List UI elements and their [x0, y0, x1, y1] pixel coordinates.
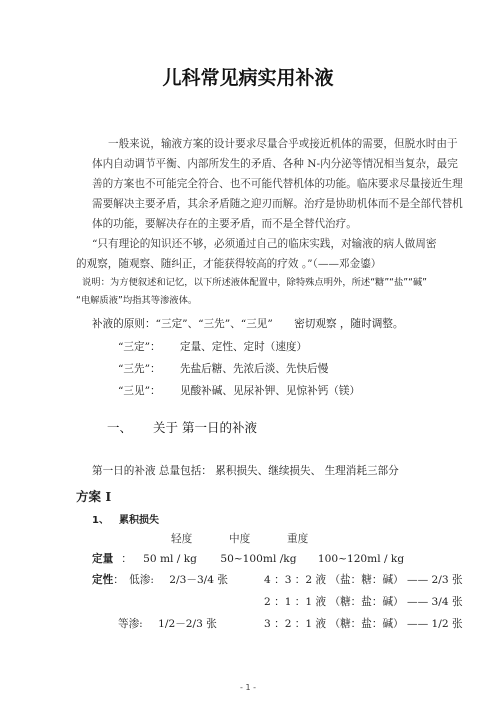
nature-recipe: 4 ：3 ：2 液 （盐：糖：碱） —— 2/3 张	[264, 574, 463, 586]
document-title: 儿科常见病实用补液	[162, 67, 334, 89]
principle-item	[118, 361, 328, 376]
principle-item-key: “三见”：	[118, 385, 161, 397]
principle-item-value: 先盐后糖、先浓后淡、先快后慢	[180, 363, 329, 375]
section-heading	[107, 418, 257, 436]
nature-label: 定性	[92, 574, 114, 586]
column-header-moderate: 中度	[229, 533, 251, 545]
nature-recipe: 3 ：2 ：1 液 （糖：盐：碱） —— 1/2 张	[264, 618, 463, 630]
principle-item-value: 见酸补碱、见尿补钾、见惊补钙（镁）	[180, 385, 361, 397]
day1-summary: 第一日的补液 总量包括： 累积损失、继续损失、 生理消耗三部分	[92, 465, 399, 477]
dose-label: 定量	[92, 553, 114, 565]
nature-ratio: 1/2－2/3 张	[158, 618, 217, 630]
nature-type: 低渗:	[129, 574, 154, 586]
nature-colon: ：	[113, 574, 124, 586]
note-line: “电解质液”均指其等渗液体。	[76, 295, 198, 306]
principle-item	[118, 339, 307, 354]
plan-heading: 方案 I	[76, 489, 112, 504]
principle-item-key: “三先”：	[118, 363, 161, 375]
dose-colon: ：	[121, 553, 132, 565]
dose-moderate: 50~100ml /kg	[220, 553, 297, 565]
subsection-title: 累积损失	[118, 515, 159, 526]
subsection-number: 1、	[92, 515, 109, 526]
intro-line: 体内自动调节平衡、内部所发生的矛盾、各种 N-内分泌等情况相当复杂，最完	[92, 158, 458, 170]
nature-recipe: 2 ：1 ：1 液 （糖：盐：碱） —— 3/4 张	[264, 596, 463, 608]
intro-line: 一般来说，输液方案的设计要求尽量合乎或接近机体的需要，但脱水时由于	[108, 138, 458, 150]
quote-line: “只有理论的知识还不够，必须通过自己的临床实践，对输液的病人做周密	[92, 238, 437, 250]
principle-item	[118, 383, 360, 398]
principle-item-value: 定量、定性、定时（速度）	[180, 341, 308, 353]
intro-line: 需要解决主要矛盾，其余矛盾随之迎刃而解。治疗是协助机体而不是全部代替机	[92, 198, 463, 210]
nature-row	[92, 572, 228, 587]
quote-line: 的观察，随观察、随纠正，才能获得较高的疗效 。”（——邓金鎏）	[76, 258, 382, 270]
nature-type: 等渗:	[118, 618, 143, 630]
intro-line: 善的方案也不可能完全符合、也不可能代替机体的功能。临床要求尽量接近生理	[92, 178, 463, 190]
nature-ratio: 2/3－3/4 张	[169, 574, 228, 586]
column-header-severe: 重度	[287, 533, 309, 545]
principle-tail: 密切观察 ，随时调整。	[294, 318, 404, 330]
nature-row	[118, 616, 217, 631]
dose-severe: 100~120ml / kg	[317, 553, 405, 565]
dose-mild: 50 ml / kg	[143, 553, 197, 565]
intro-line: 体的功能，要解决存在的主要矛盾，而不是全替代治疗。	[92, 218, 357, 230]
principle-item-key: “三定”：	[118, 341, 161, 353]
intro-paragraph	[76, 134, 463, 234]
column-header-mild: 轻度	[171, 533, 193, 545]
subsection-heading	[92, 511, 159, 526]
note-line: 说明：为方便叙述和记忆，以下所述液体配置中，除特殊点明外，所述“糖”“盐”“碱”	[82, 277, 427, 288]
dose-row	[92, 551, 404, 566]
principle-label: 补液的原则：“三定”、“三先”、“三见”	[92, 318, 273, 330]
section-number: 一、	[107, 420, 133, 435]
principle-line	[92, 316, 404, 331]
note-paragraph	[76, 274, 426, 310]
page-number: - 1 -	[240, 683, 256, 692]
quote-paragraph	[76, 234, 437, 274]
section-title: 关于 第一日的补液	[153, 420, 257, 435]
